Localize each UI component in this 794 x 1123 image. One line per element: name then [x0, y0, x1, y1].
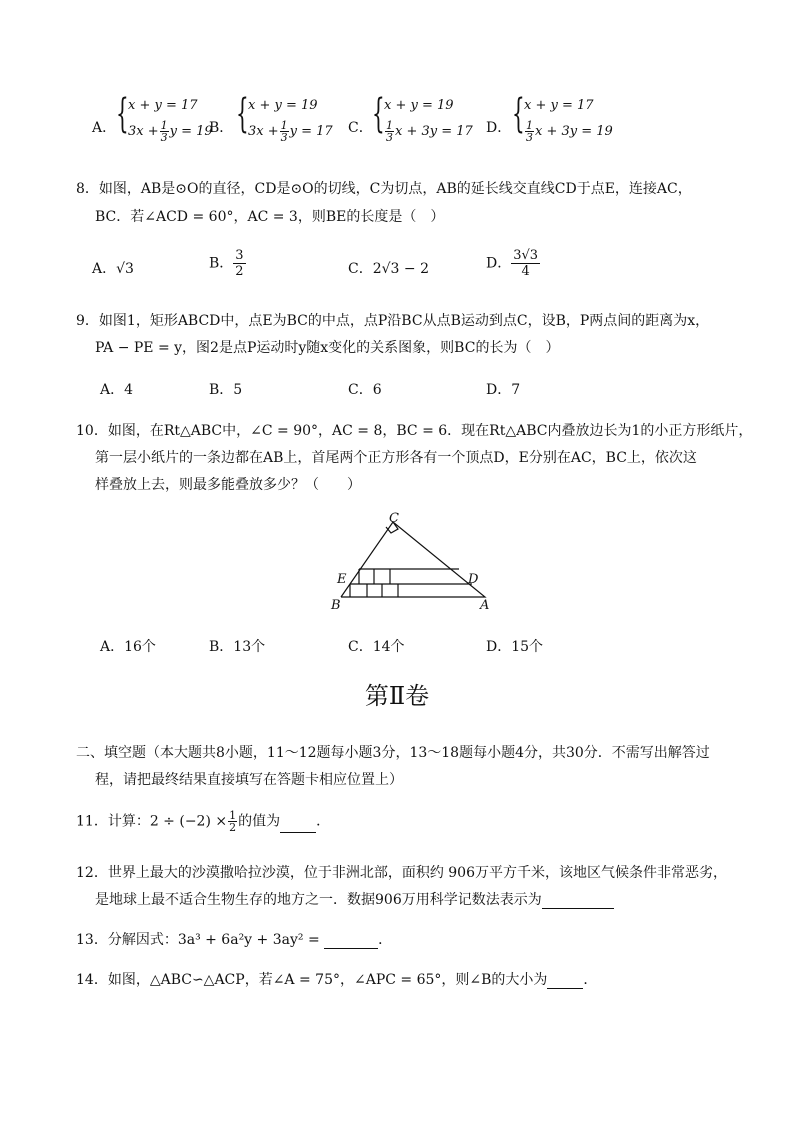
part2-heading-2: 程，请把最终结果直接填写在答题卡相应位置上） [95, 772, 403, 788]
q10-option-b: B．13个 [209, 639, 266, 655]
q7-option-d-label: D． [486, 120, 512, 136]
q9-line-2: PA − PE = y，图2是点P运动时y随x变化的关系图象，则BC的长为（ ） [95, 340, 560, 356]
q7-option-d: { x + y = 17 $\frac{1}{3}$ x + 3y = 19 [512, 91, 613, 144]
q12-answer-blank[interactable] [542, 894, 614, 909]
section-title: 第Ⅱ卷 [364, 682, 430, 710]
q12-line-2: 是地球上最不适合生物生存的地方之一．数据906万用科学记数法表示为 [95, 889, 614, 909]
label-a: A [480, 598, 490, 613]
q8-line-2: BC．若∠ACD = 60°，AC = 3，则BE的长度是（ ） [95, 209, 445, 225]
q7-option-b-label: B． [209, 120, 234, 136]
label-e: E [337, 572, 347, 587]
q10-option-a: A．16个 [100, 639, 156, 655]
q14: 14．如图，△ABC∽△ACP，若∠A = 75°，∠APC = 65°，则∠B的大小为 ． [76, 972, 598, 988]
q10-line-3: 样叠放上去，则最多能叠放多少？（ ） [95, 477, 361, 493]
q13-answer-blank[interactable] [324, 934, 378, 949]
label-c: C [389, 511, 399, 526]
q11-answer-blank[interactable] [280, 818, 316, 833]
q13: 13．分解因式：3a³ + 6a²y + 3ay² = ． [76, 932, 393, 948]
brace-icon: { [236, 91, 249, 137]
q7-option-b: { x + y = 19 3x + $\frac{1}{3}$ y = 17 [236, 91, 333, 144]
q9-line-1: 9．如图1，矩形ABCD中，点E为BC的中点，点P沿BC从点B运动到点C，设B，P两点间的距离为x， [76, 313, 710, 329]
brace-icon: { [116, 91, 129, 137]
label-b: B [331, 598, 341, 613]
q14-answer-blank[interactable] [547, 974, 583, 989]
brace-icon: { [372, 91, 385, 137]
q9-option-b: B．5 [209, 382, 243, 398]
q10-option-d: D．15个 [486, 639, 544, 655]
q7-option-a-label: A． [92, 120, 117, 136]
q8-option-c: C．2√3 − 2 [348, 261, 429, 277]
q10-line-2: 第一层小纸片的一条边都在AB上，首尾两个正方形各有一个顶点D，E分别在AC，BC上，依次这 [95, 450, 697, 466]
brace-icon: { [512, 91, 525, 137]
q7-option-a: { x + y = 17 3x + $\frac{1}{3}$ y = 19 [116, 91, 213, 144]
label-d: D [468, 572, 479, 587]
q11: 11．计算：2 ÷ (−2) × $\frac{1}{2}$ 的值为 ． [76, 809, 331, 834]
q8-option-b: B． $\frac{3}{2}$ [209, 248, 244, 279]
q7-option-c-label: C． [348, 120, 373, 136]
q7-option-c: { x + y = 19 $\frac{1}{3}$ x + 3y = 17 [372, 91, 473, 144]
q8-line-1: 8．如图，AB是⊙O的直径，CD是⊙O的切线，C为切点，AB的延长线交直线CD于点E，连接AC， [76, 181, 692, 197]
q9-option-d: D．7 [486, 382, 521, 398]
part2-heading-1: 二、填空题（本大题共8小题，11～12题每小题3分，13～18题每小题4分，共30分．不需写出解答过 [76, 745, 710, 761]
q8-option-a: A．√3 [92, 261, 134, 277]
q9-option-a: A．4 [100, 382, 134, 398]
q12-line-1: 12．世界上最大的沙漠撒哈拉沙漠，位于非洲北部，面积约 906万平方千米，该地区气候条件非常恶劣， [76, 865, 727, 881]
triangle-figure [325, 508, 495, 614]
triangle-outline [341, 522, 485, 597]
q10-option-c: C．14个 [348, 639, 405, 655]
q8-option-d: D． $\frac{3√3}{4}$ [486, 248, 539, 279]
q9-option-c: C．6 [348, 382, 382, 398]
q10-line-1: 10．如图，在Rt△ABC中，∠C = 90°，AC = 8，BC = 6．现在Rt△ABC内叠放边长为1的小正方形纸片， [76, 423, 753, 439]
